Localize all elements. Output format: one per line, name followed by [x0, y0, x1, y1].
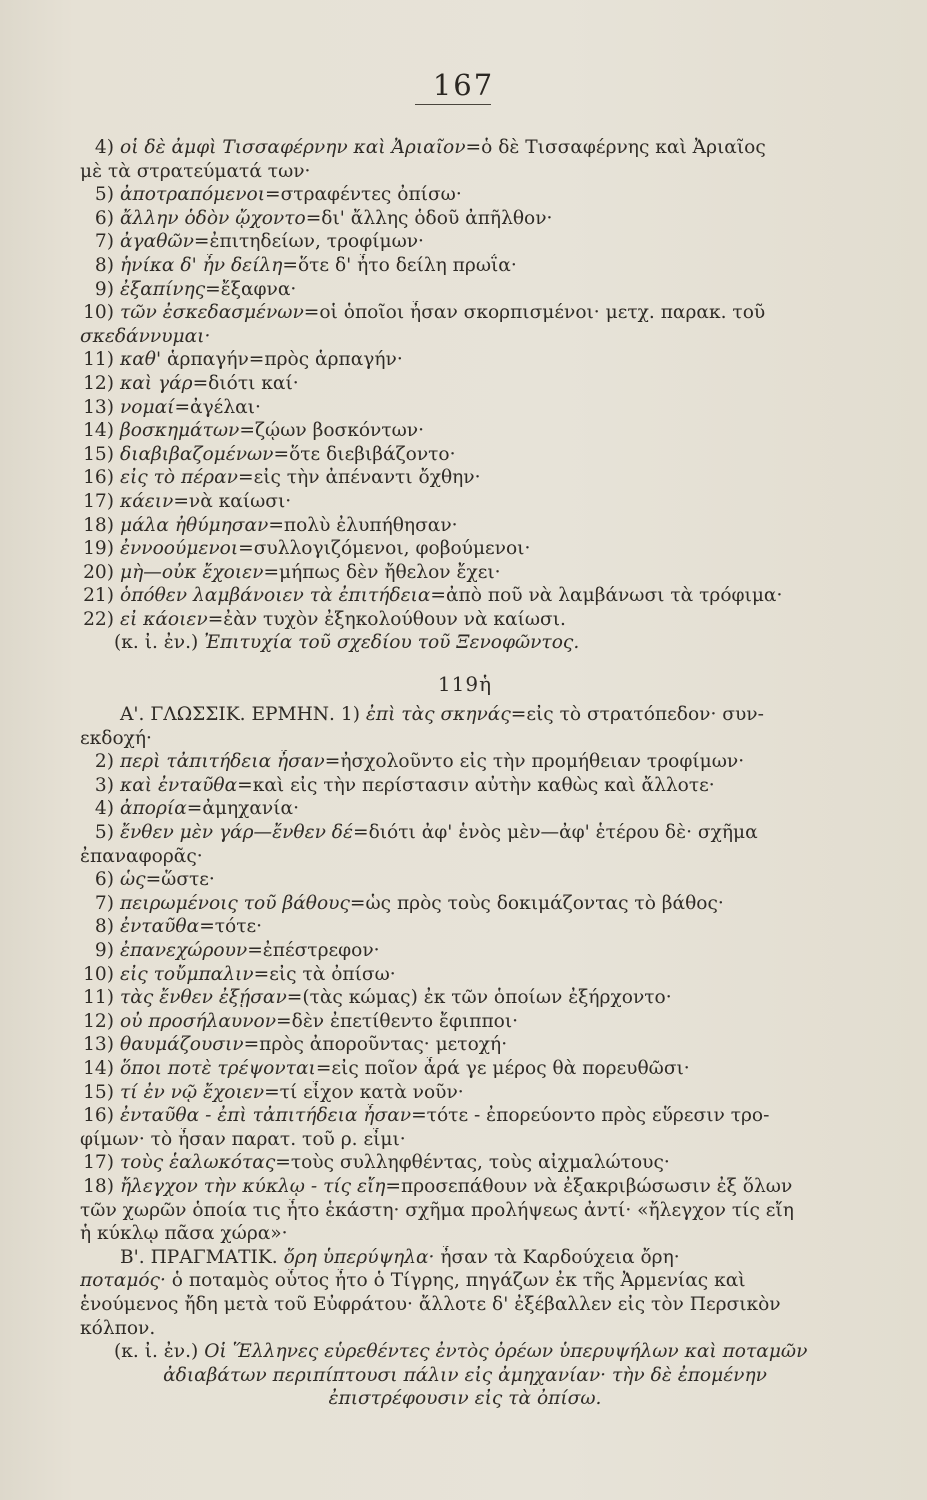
entry-gloss: =ἀμηχανία· — [186, 798, 299, 820]
entry-number: 9) — [94, 940, 114, 961]
entry-number: 15) — [83, 1081, 114, 1103]
entry-gloss: =τί εἶχον κατὰ νοῦν· — [264, 1081, 464, 1103]
entry-number: 11) — [83, 987, 114, 1009]
entry-line — [80, 939, 850, 963]
entry-gloss: ἑνούμενος ἤδη μετὰ τοῦ Εὐφράτου· ἄλλοτε δ' ἐξέβαλλεν εἰς τὸν Περσικὸν — [80, 1293, 781, 1315]
entry-number: 3) — [94, 774, 114, 796]
entry-term: μὴ—οὐκ ἔχοιεν — [120, 561, 264, 583]
summary-2-line-2: ἀδιαβάτων περιπίπτουσι πάλιν εἰς ἀμηχανίαν· τὴν δὲ ἐπομένην — [163, 1364, 767, 1386]
entry-line — [80, 1199, 850, 1223]
entry-line — [80, 278, 850, 302]
glossary-section-1 — [80, 136, 850, 631]
entry-number: 16) — [83, 1105, 114, 1127]
entry-gloss: ἐπαναφορᾶς· — [80, 845, 203, 867]
entry-term: θαυμάζουσιν — [120, 1034, 244, 1056]
entry-line — [80, 348, 850, 372]
entry-term: ἀπορία — [120, 798, 187, 820]
entry-line — [80, 561, 850, 585]
entry-term: οὐ προσήλαυνον — [120, 1010, 277, 1032]
entry-gloss: =στραφέντες ὀπίσω· — [265, 184, 462, 206]
entry-number: 18) — [83, 514, 114, 536]
entry-number: 18) — [83, 1175, 114, 1197]
entry-term: ἡνίκα δ' ἦν δείλη — [120, 254, 283, 276]
entry-line — [80, 1010, 850, 1034]
entry-gloss: =τότε - ἐπορεύοντο πρὸς εὕρεσιν τρο- — [411, 1105, 770, 1127]
entry-gloss: =πολὺ ἐλυπήθησαν· — [268, 514, 458, 536]
entry-gloss: =δὲν ἐπετίθεντο ἔφιπποι· — [276, 1010, 519, 1032]
entry-number: 10) — [83, 302, 114, 324]
entry-term: εἰ κάοιεν — [120, 608, 208, 630]
entry-gloss: =ἐπιτηδείων, τροφίμων· — [193, 231, 424, 253]
entry-line — [80, 821, 850, 845]
entry-term: κάειν — [120, 490, 174, 512]
entry-line — [80, 325, 850, 349]
entry-line — [80, 608, 850, 632]
entry-number: 4) — [94, 137, 114, 158]
entry-term: ἐξαπίνης — [120, 278, 206, 300]
entry-line — [80, 183, 850, 207]
page-number: 167 — [432, 68, 495, 102]
entry-gloss: =ὁ δὲ Τισσαφέρνης καὶ Ἀριαῖος — [465, 137, 766, 158]
summary-1-prefix: (κ. ἰ. ἐν.) — [114, 632, 199, 654]
entry-gloss: =εἰς τὴν ἀπέναντι ὄχθην· — [237, 467, 481, 489]
entry-term: ὅποι ποτὲ τρέψονται — [120, 1057, 316, 1079]
entry-gloss: =ἐπέστρεφον· — [247, 940, 380, 961]
entry-gloss: =ζῴων βοσκόντων· — [239, 420, 424, 442]
entry-gloss: ὁ ποταμὸς οὗτος ἦτο ὁ Τίγρης, πηγάζων ἐκ τῆς Ἀρμενίας καὶ — [165, 1270, 746, 1292]
entry-term: εἰς τοὔμπαλιν — [120, 963, 254, 985]
entry-term: τῶν ἐσκεδασμένων — [120, 302, 304, 324]
entry-gloss: =εἰς τὰ ὀπίσω· — [253, 963, 396, 985]
entry-number: 12) — [83, 372, 114, 394]
entry-gloss: ἁρπαγήν=πρὸς ἁρπαγήν· — [161, 349, 403, 371]
entry-line — [80, 1269, 850, 1293]
entry-gloss: =ὡς πρὸς τοὺς δοκιμάζοντας τὸ βάθος· — [349, 892, 724, 914]
entry-gloss: =τοὺς συλληφθέντας, τοὺς αἰχμαλώτους· — [275, 1152, 670, 1174]
entry-term: ἐνταῦθα — [120, 916, 200, 938]
entry-number: 4) — [94, 798, 114, 820]
entry-term: καὶ γάρ — [120, 372, 193, 394]
entry-number: 5) — [94, 822, 114, 844]
entry-line — [80, 915, 850, 939]
entry-line — [80, 1128, 850, 1152]
entry-number: 21) — [83, 585, 114, 607]
entry-line — [80, 230, 850, 254]
section-2-heading: 119ἡ — [437, 672, 493, 697]
entry-line — [80, 1293, 850, 1317]
entry-number: 8) — [94, 916, 114, 938]
entry-number: 15) — [83, 443, 114, 465]
entry-gloss: =ἔξαφνα· — [205, 278, 297, 300]
entry-term: οἱ δὲ ἀμφὶ Τισσαφέρνην καὶ Ἀριαῖον — [120, 137, 466, 158]
entry-line — [80, 797, 850, 821]
entry-line — [80, 372, 850, 396]
entry-line — [80, 727, 850, 751]
entry-gloss: ἡ κύκλῳ πᾶσα χώρα»· — [80, 1223, 288, 1245]
entry-gloss: =διότι ἀφ' ἑνὸς μὲν—ἀφ' ἑτέρου δὲ· σχῆμα — [352, 822, 758, 844]
entry-number: 6) — [94, 207, 114, 229]
entry-line — [80, 892, 850, 916]
entry-gloss: =ὅτε δ' ἦτο δείλη πρωΐα· — [282, 254, 517, 276]
entry-number: 17) — [83, 1152, 114, 1174]
entry-line — [80, 160, 850, 184]
entry-line — [80, 868, 850, 892]
entry-gloss: ἦσαν τὰ Καρδούχεια ὄρη· — [434, 1246, 680, 1268]
entry-term: ἤλεγχον τὴν κύκλῳ - τίς εἴη — [120, 1175, 386, 1197]
entry-line — [80, 514, 850, 538]
entry-line — [80, 1033, 850, 1057]
entry-number: 6) — [94, 869, 114, 891]
entry-term: ἀποτραπόμενοι — [120, 184, 266, 206]
entry-gloss: =νὰ καίωσι· — [173, 490, 292, 512]
entry-term: περὶ τἀπιτήδεια ἦσαν — [120, 751, 325, 773]
entry-term: ὄρη ὑπερύψηλα· — [277, 1246, 435, 1268]
summary-1 — [80, 631, 850, 655]
entry-term: ὡς — [120, 869, 146, 891]
entry-term: βοσκημάτων — [120, 420, 240, 442]
entry-gloss: =ἀπὸ ποῦ νὰ λαμβάνωσι τὰ τρόφιμα· — [430, 585, 783, 607]
entry-gloss: κόλπον. — [80, 1317, 156, 1339]
entry-line — [80, 986, 850, 1010]
entry-term: πειρωμένοις τοῦ βάθους — [120, 892, 350, 914]
entry-line — [80, 1081, 850, 1105]
entry-gloss: =δι' ἄλλης ὁδοῦ ἀπῆλθον· — [305, 207, 553, 229]
entry-gloss: =οἱ ὁποῖοι ἦσαν σκορπισμένοι· μετχ. παρακ. τοῦ — [303, 302, 766, 324]
entry-gloss: =ἀγέλαι· — [174, 396, 261, 418]
entry-gloss: =εἰς τὸ στρατόπεδον· συν- — [510, 704, 764, 726]
entry-number: 2) — [94, 751, 114, 773]
entry-term: τοὺς ἑαλωκότας — [120, 1152, 276, 1174]
entry-line — [80, 774, 850, 798]
entry-line — [80, 1317, 850, 1341]
entry-line — [80, 443, 850, 467]
entry-gloss: =συλλογιζόμενοι, φοβούμενοι· — [238, 538, 531, 560]
entry-line — [80, 1057, 850, 1081]
entry-term: ἐπὶ τὰς σκηνάς — [359, 704, 511, 726]
entry-number: 10) — [83, 963, 114, 985]
entry-line — [80, 466, 850, 490]
entry-line — [80, 136, 850, 160]
entry-term: ἀγαθῶν — [120, 231, 194, 253]
entry-gloss: μὲ τὰ στρατεύματά των· — [80, 160, 311, 182]
summary-2-line-3: ἐπιστρέφουσιν εἰς τὰ ὀπίσω. — [328, 1388, 602, 1410]
entry-number: 9) — [94, 278, 114, 300]
entry-line — [80, 1222, 850, 1246]
entry-gloss: φίμων· τὸ ἦσαν παρατ. τοῦ ρ. εἶμι· — [80, 1128, 406, 1150]
entry-gloss: =ὅτε διεβιβάζοντο· — [273, 443, 456, 465]
entry-line — [80, 490, 850, 514]
entry-number: 13) — [83, 396, 114, 418]
entry-term: ἐνταῦθα - ἐπὶ τἀπιτήδεια ἦσαν — [120, 1105, 412, 1127]
entry-line — [80, 750, 850, 774]
entry-term: ἔνθεν μὲν γάρ—ἔνθεν δέ — [120, 822, 353, 844]
page-text — [80, 136, 850, 1411]
entry-gloss: εκδοχή· — [80, 727, 152, 749]
section-label: Α'. ΓΛΩΣΣΙΚ. ΕΡΜΗΝ. 1) — [120, 704, 360, 726]
entry-line — [80, 301, 850, 325]
entry-term: ἐννοούμενοι — [120, 538, 239, 560]
entry-gloss: =πρὸς ἀποροῦντας· μετοχή· — [243, 1034, 508, 1056]
entry-number: 7) — [94, 231, 114, 253]
entry-number: 20) — [83, 561, 114, 583]
entry-term: τί ἐν νῷ ἔχοιεν — [120, 1081, 265, 1103]
entry-gloss: =καὶ εἰς τὴν περίστασιν αὐτὴν καθὼς καὶ ἄλλοτε· — [237, 774, 715, 796]
entry-term: καθ' — [120, 349, 162, 371]
entry-number: 14) — [83, 420, 114, 442]
entry-line — [80, 537, 850, 561]
entry-term: ὁπόθεν λαμβάνοιεν τὰ ἐπιτήδεια — [120, 585, 431, 607]
entry-line — [80, 1246, 850, 1270]
section-label: Β'. ΠΡΑΓΜΑΤΙΚ. — [120, 1246, 278, 1268]
entry-gloss: τῶν χωρῶν ὁποία τις ἦτο ἑκάστη· σχῆμα προλήψεως ἀντί· «ἤλεγχον τίς εἴη — [80, 1199, 794, 1221]
entry-line — [80, 1104, 850, 1128]
entry-gloss: =τότε· — [199, 916, 263, 938]
entry-number: 19) — [83, 538, 114, 560]
entry-number: 22) — [83, 608, 114, 630]
entry-number: 13) — [83, 1034, 114, 1056]
summary-2 — [80, 1340, 850, 1364]
entry-term: ποταμός· — [80, 1270, 166, 1292]
entry-number: 16) — [83, 467, 114, 489]
entry-gloss: =μήπως δὲν ἤθελον ἔχει· — [263, 561, 501, 583]
entry-term: τὰς ἔνθεν ἐξῄσαν — [120, 987, 287, 1009]
entry-term: ἄλλην ὁδὸν ᾤχοντο — [120, 207, 306, 229]
entry-line — [80, 254, 850, 278]
entry-number: 14) — [83, 1057, 114, 1079]
entry-term: ἐπανεχώρουν — [120, 940, 248, 961]
entry-gloss: =εἰς ποῖον ἆρά γε μέρος θὰ πορευθῶσι· — [315, 1057, 690, 1079]
entry-line — [80, 419, 850, 443]
entry-term: καὶ ἐνταῦθα — [120, 774, 238, 796]
entry-line — [80, 1151, 850, 1175]
entry-line — [80, 845, 850, 869]
entry-number: 8) — [94, 254, 114, 276]
entry-line — [80, 396, 850, 420]
entry-line — [80, 584, 850, 608]
glossary-section-2 — [80, 703, 850, 1340]
entry-line — [80, 963, 850, 987]
entry-term: διαβιβαζομένων — [120, 443, 274, 465]
page-number-rule — [415, 104, 491, 105]
entry-number: 17) — [83, 490, 114, 512]
entry-term: εἰς τὸ πέραν — [120, 467, 238, 489]
entry-gloss: =διότι καί· — [192, 372, 299, 394]
entry-line — [80, 1175, 850, 1199]
entry-number: 5) — [94, 184, 114, 206]
entry-number: 11) — [83, 349, 114, 371]
entry-term: σκεδάννυμαι· — [80, 325, 211, 347]
entry-term: νομαί — [120, 396, 175, 418]
entry-gloss: =(τὰς κώμας) ἐκ τῶν ὁποίων ἐξήρχοντο· — [286, 987, 672, 1009]
entry-gloss: =ἐὰν τυχὸν ἐξηκολούθουν νὰ καίωσι. — [207, 608, 566, 630]
summary-1-text: Ἐπιτυχία τοῦ σχεδίου τοῦ Ξενοφῶντος. — [204, 632, 580, 654]
entry-gloss: =ἠσχολοῦντο εἰς τὴν προμήθειαν τροφίμων· — [324, 751, 745, 773]
entry-gloss: =ὥστε· — [145, 869, 215, 891]
entry-line — [80, 703, 850, 727]
summary-2-line-1: Οἱ Ἕλληνες εὑρεθέντες ἐντὸς ὀρέων ὑπερυψήλων καὶ ποταμῶν — [204, 1341, 808, 1363]
entry-term: μάλα ἠθύμησαν — [120, 514, 269, 536]
summary-2-prefix: (κ. ἰ. ἐν.) — [114, 1341, 199, 1363]
entry-number: 12) — [83, 1010, 114, 1032]
entry-number: 7) — [94, 892, 114, 914]
entry-line — [80, 207, 850, 231]
entry-gloss: =προσεπάθουν νὰ ἐξακριβώσωσιν ἐξ ὅλων — [385, 1175, 793, 1197]
